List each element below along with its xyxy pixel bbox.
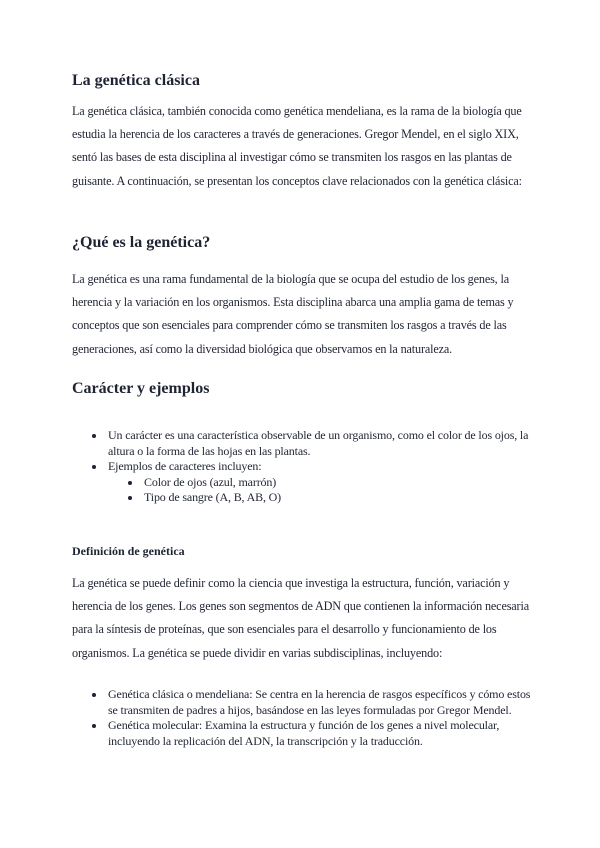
section-heading-definicion: Definición de genética [72, 544, 185, 558]
sub-list-item: Tipo de sangre (A, B, AB, O) [108, 490, 532, 506]
section-definicion-paragraph: La genética se puede definir como la ciencia que investiga la estructura, función, variación y herencia de los genes. Los genes son segmentos de ADN que contienen la información necesaria para la síntesis de proteínas, que son esenciales para el desarrollo y funcionamiento de los organismos. La genética se puede dividir en varias subdisciplinas, incluyendo: [72, 576, 529, 660]
list-item [72, 459, 532, 506]
list-item: Un carácter es una característica observable de un organismo, como el color de los ojos, la altura o la forma de las hojas en las plantas. [72, 428, 532, 459]
intro-paragraph: La genética clásica, también conocida como genética mendeliana, es la rama de la biología que estudia la herencia de los caracteres a través de generaciones. Gregor Mendel, en el siglo XIX, sentó las bases de esta disciplina al investigar cómo se transmiten los rasgos en las plantas de guisante. A continuación, se presentan los conceptos clave relacionados con la genética clásica: [72, 104, 522, 188]
section-heading-caracter: Carácter y ejemplos [72, 380, 210, 397]
list-item: Genética clásica o mendeliana: Se centra en la herencia de rasgos específicos y cómo estos se transmiten de padres a hijos, basándose en las leyes formuladas por Gregor Mendel. [72, 687, 532, 718]
caracter-bullet-list [72, 428, 532, 506]
list-item-label: Ejemplos de caracteres incluyen: [108, 459, 262, 473]
section-que-es-paragraph: La genética es una rama fundamental de la biología que se ocupa del estudio de los genes, la herencia y la variación en los organismos. Esta disciplina abarca una amplia gama de temas y conceptos que son esenciales para comprender cómo se transmiten los rasgos a través de las generaciones, así como la diversidad biológica que observamos en la naturaleza. [72, 272, 514, 356]
subdisciplinas-bullet-list [72, 687, 532, 749]
page-title: La genética clásica [72, 72, 200, 89]
list-item: Genética molecular: Examina la estructura y función de los genes a nivel molecular, incluyendo la replicación del ADN, la transcripción y la traducción. [72, 718, 532, 749]
caracter-sub-list [108, 475, 532, 506]
sub-list-item: Color de ojos (azul, marrón) [108, 475, 532, 491]
section-heading-que-es: ¿Qué es la genética? [72, 234, 211, 251]
